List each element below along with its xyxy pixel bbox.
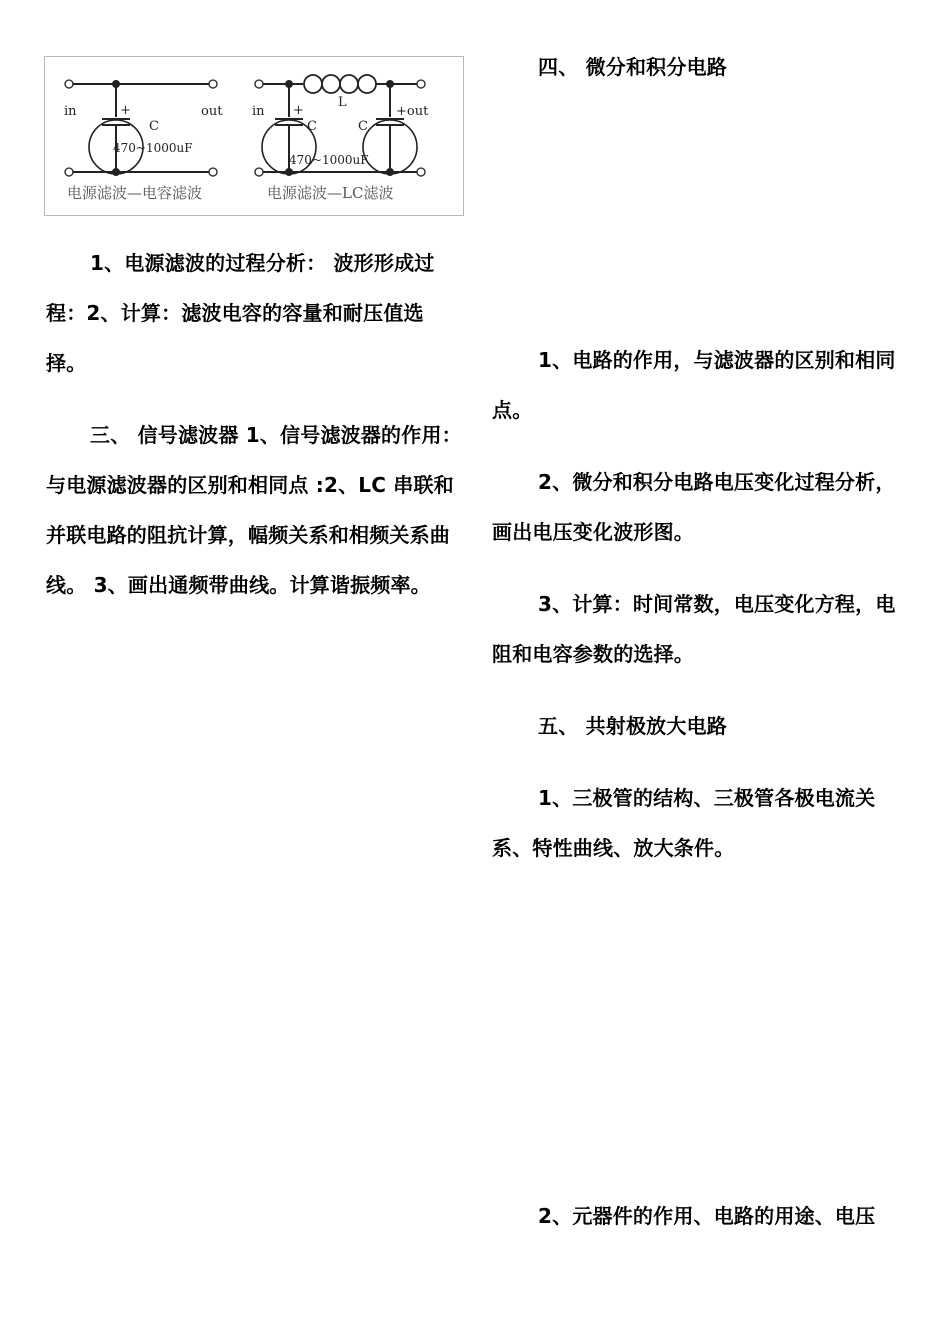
right-in-label: in — [252, 104, 265, 119]
right-cap-label-1: C — [307, 119, 317, 134]
left-in-label: in — [64, 104, 77, 119]
left-cap-value: 470~1000uF — [113, 141, 193, 155]
filter-circuit-diagram — [45, 57, 465, 217]
section-five-heading: 五、 共射极放大电路 — [538, 714, 727, 738]
right-plus-label: + — [293, 103, 304, 118]
inductor-label: L — [338, 95, 347, 110]
time-constant-paragraph: 3、计算：时间常数，电压变化方程，电阻和电容参数的选择。 — [492, 592, 896, 666]
left-caption: 电源滤波—电容滤波 — [67, 184, 203, 202]
left-plus-label: + — [120, 103, 131, 118]
right-caption: 电源滤波—LC滤波 — [267, 184, 394, 202]
left-out-label: out — [201, 104, 223, 119]
left-cap-label: C — [149, 119, 159, 134]
voltage-analysis-paragraph: 2、微分和积分电路电压变化过程分析，画出电压变化波形图。 — [492, 470, 896, 544]
component-role-paragraph: 2、元器件的作用、电路的用途、电压 — [538, 1204, 876, 1228]
capacitor-filter-diagram — [65, 80, 217, 176]
filter-circuit-figure — [44, 56, 464, 216]
circuit-function-paragraph: 1、电路的作用，与滤波器的区别和相同点。 — [492, 348, 896, 422]
signal-filter-section-paragraph: 三、 信号滤波器 1、信号滤波器的作用： 与电源滤波器的区别和相同点 :2、LC 串联和并联电路的阻抗计算，幅频关系和相频关系曲线。 3、画出通频带曲线。计算谐振频率。 — [46, 423, 462, 597]
right-out-label: +out — [396, 104, 429, 119]
right-cap-value: 470~1000uF — [289, 153, 369, 167]
power-filter-analysis-paragraph: 1、电源滤波的过程分析： 波形形成过程：2、计算：滤波电容的容量和耐压值选择。 — [46, 251, 435, 375]
right-cap-label-2: C — [358, 119, 368, 134]
section-four-heading: 四、 微分和积分电路 — [538, 55, 727, 79]
transistor-structure-paragraph: 1、三极管的结构、三极管各极电流关系、特性曲线、放大条件。 — [492, 786, 876, 860]
